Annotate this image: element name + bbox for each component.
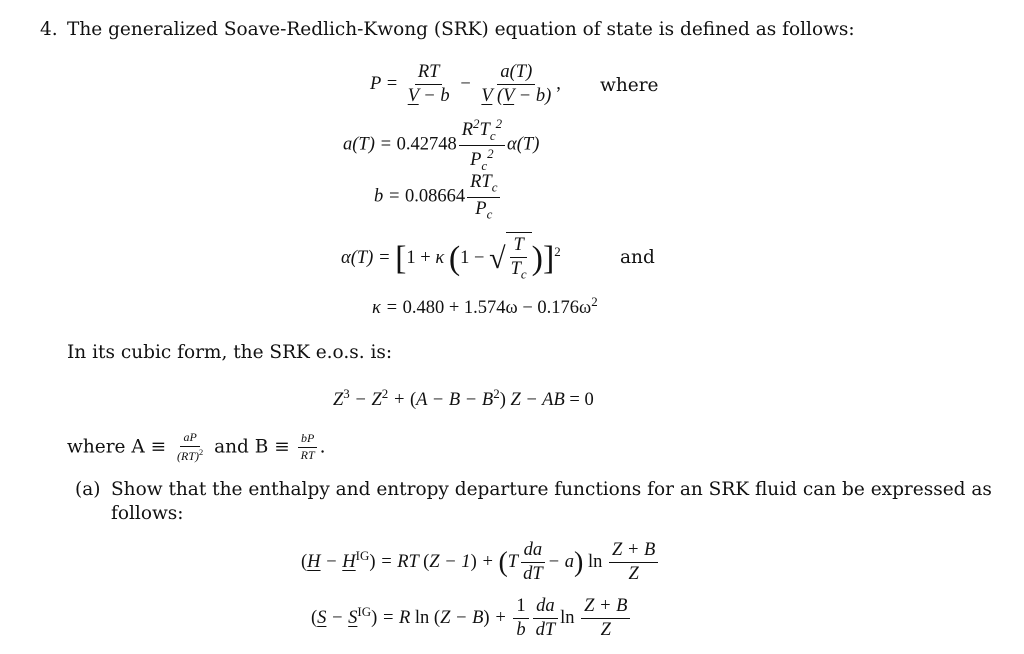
equation-enthalpy-departure: $(H - H^{IG})$ = RT (Z − 1) + (T $\frac{da}{dT}$ − a) ln $\frac{Z + B}{Z}$ xyxy=(301,540,660,586)
part-a-line1: Show that the enthalpy and entropy departure functions for an SRK fluid can be expressed as xyxy=(111,479,992,500)
definitions-line: where A ≡ $\frac{aP}{(RT)^2}$ and B ≡ $\frac{bP}{RT}$ . xyxy=(67,430,326,463)
part-a-line2: follows: xyxy=(111,503,184,524)
and-word: and xyxy=(620,247,655,268)
equation-b: b = 0.08664 $\frac{RT_c}{P_c}$ xyxy=(374,172,502,222)
b-coefficient: 0.08664 xyxy=(404,186,466,207)
where-A-label: where A ≡ xyxy=(67,436,167,458)
a-coefficient: 0.42748 xyxy=(396,134,457,155)
equation-pressure: P = $\frac{RT}{V - b}$ − $\frac{a(T)}{V (V - b)}$ , xyxy=(370,62,561,107)
equation-a-of-T: a(T) = 0.42748 $\frac{R^2T_c^2}{P_c^2}$ α(T) xyxy=(343,116,540,173)
cubic-intro: In its cubic form, the SRK e.o.s. is: xyxy=(67,342,393,363)
part-a-label: (a) xyxy=(75,479,101,500)
and-B-label: and B ≡ xyxy=(214,436,290,458)
equation-alpha: α(T) = [1 + κ (1 − √ $\frac{T}{T_c}$ )]$^2$ xyxy=(341,232,561,283)
problem-number: 4. xyxy=(40,19,58,40)
where-word: where xyxy=(600,75,659,96)
period: . xyxy=(319,436,326,458)
problem-intro: The generalized Soave-Redlich-Kwong (SRK) equation of state is defined as follows: xyxy=(67,19,855,40)
equation-cubic: $Z^3 - Z^2 + (A - B - B^2) Z$ − AB = 0 xyxy=(333,386,594,411)
kappa-rhs: 0.480 + 1.574ω − 0.176ω xyxy=(402,298,592,319)
equation-entropy-departure: $(S - S^{IG}) = R$ ln (Z − B) + $\frac{1}{b}$ $\frac{da}{dT}$ ln $\frac{Z + B}{Z}$ xyxy=(311,596,632,642)
equation-kappa: $\kappa = 0.480 + 1.574\omega - 0.176\omega^2$ xyxy=(372,294,598,319)
